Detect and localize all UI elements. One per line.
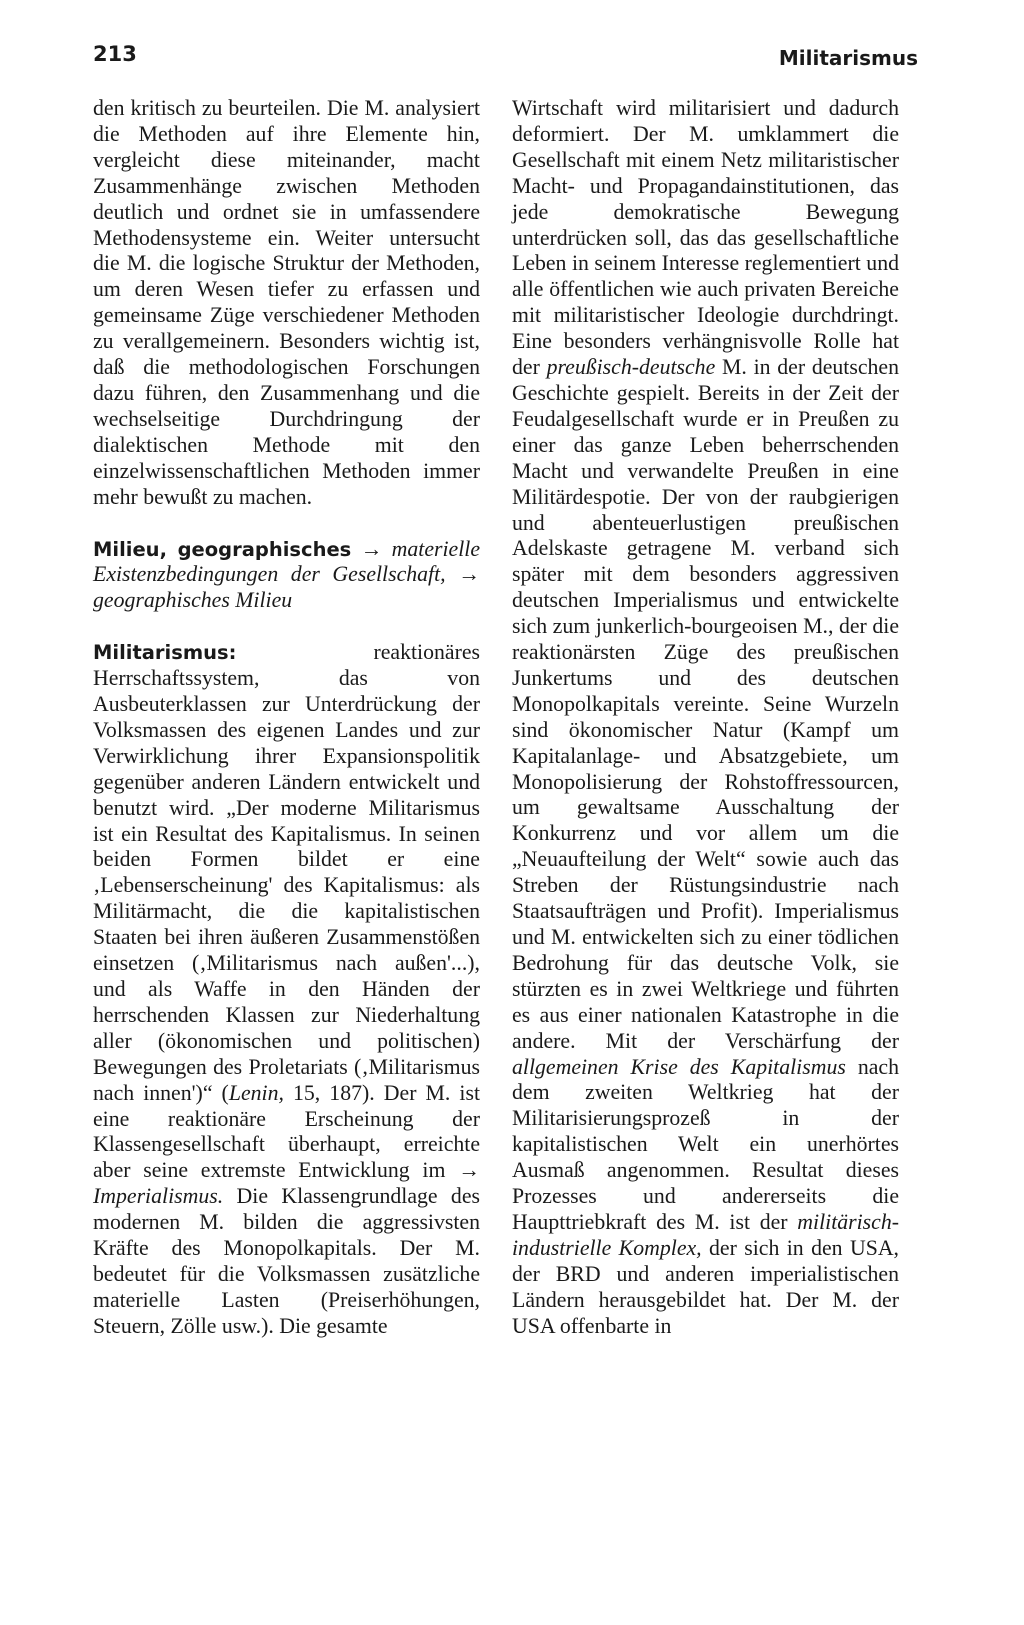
left-column <box>93 96 480 1340</box>
entry-text: 15, 187). Der M. ist eine reaktionäre Erscheinung der Klassengesellschaft überhaupt, erreichte aber seine extremste Entwicklung im <box>93 1080 481 1183</box>
emphasis-term: militärisch-industrielle Komplex, <box>512 1209 899 1260</box>
emphasis-term: preußisch-deutsche <box>546 355 716 380</box>
entry-continuation <box>512 96 899 1340</box>
right-column <box>512 96 899 1340</box>
entry-text: Wirtschaft wird militarisiert und dadurch deformiert. Der M. umklammert die Gesellschaft mit einem Netz militaristischer Macht- und Propagandainstitutionen, das jede demokratische Bewegung unterdrücken soll, das das gesellschaftliche Leben in seinem Interesse reglementiert und alle öffentlichen wie auch privaten Bereiche mit militaristischer Ideologie durchdringt. Eine besonders verhängnisvolle Rolle hat der <box>512 96 899 380</box>
entry-text: Die Klassengrundlage des modernen M. bilden die aggressivsten Kräfte des Monopolkapitals. Der M. bedeutet für die Volksmassen zusätzliche materielle Lasten (Preiserhöhungen, Steuern, Zölle usw.). Die gesamte <box>93 1184 480 1338</box>
headword-milieu: Milieu, geographisches <box>93 537 352 561</box>
entry-militarismus <box>93 640 480 1339</box>
cross-reference-link[interactable]: geographisches Milieu <box>93 588 293 613</box>
cross-reference-arrow-icon: → <box>458 562 480 587</box>
page-number: 213 <box>93 42 137 66</box>
cross-reference-link[interactable]: Imperialismus. <box>93 1184 224 1209</box>
continuation-paragraph: den kritisch zu beurteilen. Die M. analysiert die Methoden auf ihre Elemente hin, vergleicht diese miteinander, macht Zusammenhänge zwischen Methoden deutlich und ordnet sie in umfassendere Methodensysteme ein. Weiter untersucht die M. die logische Struktur der Methoden, um deren Wesen tiefer zu erfassen und gemeinsame Züge verschiedener Methoden zu verallgemeinern. Besonders wichtig ist, daß die methodologischen Forschungen dazu führen, den Zusammenhang und die wechselseitige Durchdringung der dialektischen Methode mit den einzelwissenschaftlichen Methoden immer mehr bewußt zu machen. <box>93 96 480 509</box>
entry-text: reaktionäres Herrschaftssystem, das von Ausbeuterklassen zur Unterdrückung der Volksmassen des eigenen Landes und zur Verwirklichung ihrer Expansionspolitik gegenüber anderen Ländern entwickelt und benutzt wird. „Der moderne Militarismus ist ein Resultat des Kapitalismus. In seinen beiden Formen bildet er eine ‚Lebenserscheinung' des Kapitalismus: als Militärmacht, die die kapitalistischen Staaten bei ihren äußeren Zusammenstößen einsetzen (‚Militarismus nach außen'...), und als Waffe in den Händen der herrschenden Klassen zur Niederhaltung aller (ökonomischen und politischen) Bewegungen des Proletariats (‚Militarismus nach innen')“ ( <box>93 640 480 1105</box>
entry-text: der sich in den USA, der BRD und anderen imperialistischen Ländern herausgebildet hat. Der M. der USA offenbarte in <box>512 1235 900 1338</box>
cross-reference-arrow-icon: → <box>458 1158 480 1183</box>
entry-text: nach dem zweiten Weltkrieg hat der Militarisierungsprozeß in der kapitalistischen Welt ein unerhörtes Ausmaß angenommen. Resultat dieses Prozesses und andererseits die Haupttriebkraft des M. ist der <box>512 1054 899 1234</box>
citation-author: Lenin, <box>228 1080 284 1105</box>
running-title: Militarismus <box>778 46 918 70</box>
cross-reference-arrow-icon: → <box>360 536 383 561</box>
cross-reference-link[interactable]: materielle Existenzbedingungen der Gesellschaft, <box>93 536 480 587</box>
headword-militarismus: Militarismus: <box>93 641 237 665</box>
entry-milieu <box>93 537 480 615</box>
emphasis-term: allgemeinen Krise des Kapitalismus <box>512 1054 846 1079</box>
entry-text: M. in der deutschen Geschichte gespielt. Bereits in der Zeit der Feudalgesellschaft wurde er in Preußen zu einer das ganze Leben beherrschenden Macht und verwandelte Preußen in eine Militärdespotie. Der von der raubgierigen und abenteuerlustigen preußischen Adelskaste getragene M. verband sich später mit dem besonders aggressiven deutschen Imperialismus und entwickelte sich zum junkerlich-bourgeoisen M., der die reaktionärsten Züge des preußischen Junkertums und des deutschen Monopolkapitals vereinte. Seine Wurzeln sind ökonomischer Natur (Kampf um Kapitalanlage- und Absatzgebiete, um Monopolisierung der Rohstoffressourcen, um gewaltsame Ausschaltung der Konkurrenz und vor allem um die „Neuaufteilung der Welt“ sowie auch das Streben der Rüstungsindustrie nach Staatsaufträgen und Profit). Imperialismus und M. entwickelten sich zu einer tödlichen Bedrohung für das deutsche Volk, sie stürzten es in zwei Weltkriege und führten es aus einer nationalen Katastrophe in die andere. Mit der Verschärfung der <box>512 355 899 1053</box>
